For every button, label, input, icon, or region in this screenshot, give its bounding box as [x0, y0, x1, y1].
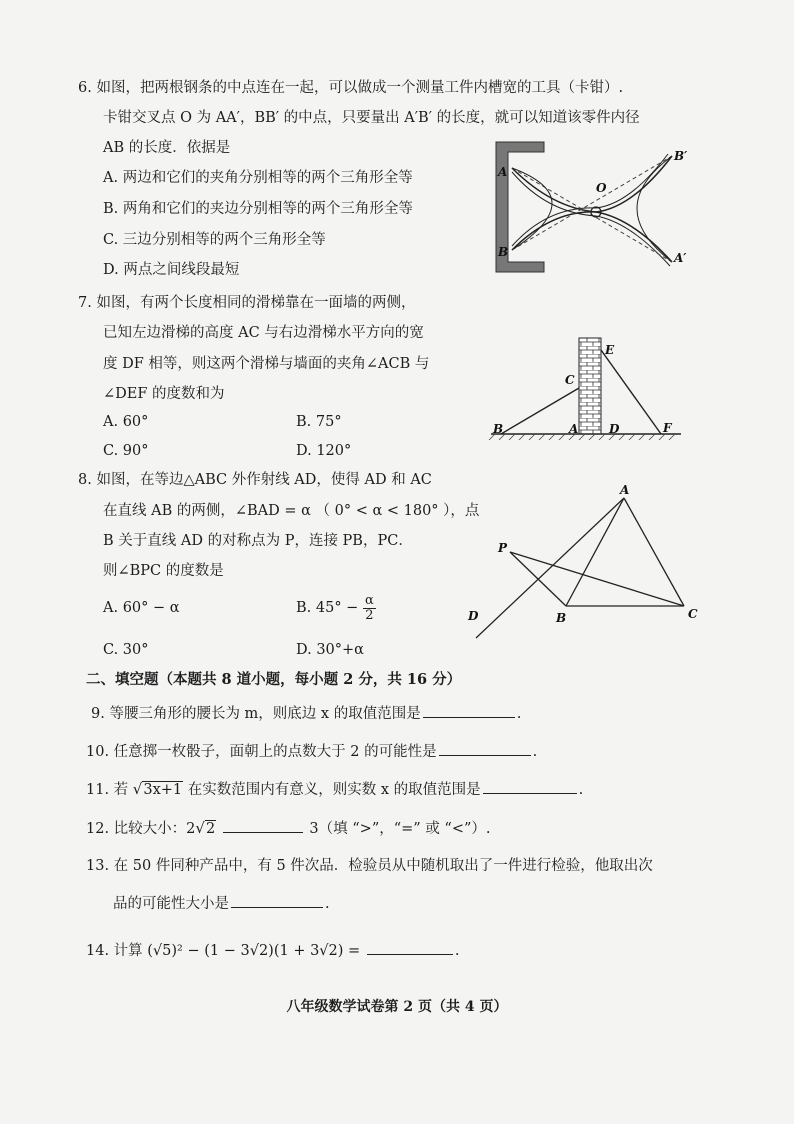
- label-aprime: A′: [674, 251, 687, 265]
- q8-option-c[interactable]: C. 30°: [103, 642, 149, 658]
- frac-numerator: α: [364, 592, 374, 608]
- q6-line2: 卡钳交叉点 O 为 AA′，BB′ 的中点，只要量出 A′B′ 的长度，就可以知道该零件内径: [103, 110, 640, 126]
- label-c: C: [565, 373, 575, 387]
- q11-answer-blank[interactable]: [483, 779, 577, 794]
- q8-option-b[interactable]: [296, 592, 376, 624]
- frac-denominator: 2: [365, 607, 374, 623]
- q8-option-a[interactable]: A. 60° − α: [103, 600, 180, 616]
- q7-line1: 7. 如图，有两个长度相同的滑梯靠在一面墙的两侧，: [78, 295, 416, 311]
- radical-sign: √: [195, 819, 205, 837]
- q13-end: .: [325, 896, 330, 912]
- q7-option-c[interactable]: C. 90°: [103, 443, 149, 459]
- q9-text: 9. 等腰三角形的腰长为 m，则底边 x 的取值范围是: [91, 706, 421, 722]
- q7-option-b[interactable]: B. 75°: [296, 414, 342, 430]
- q14-end: .: [454, 943, 460, 959]
- q7-line3: 度 DF 相等，则这两个滑梯与墙面的夹角∠ACB 与: [103, 356, 430, 372]
- q11: [86, 779, 583, 800]
- q10-text: 10. 任意掷一枚骰子，面朝上的点数大于 2 的可能性是: [86, 744, 437, 760]
- dashed-bb: [512, 156, 672, 250]
- q12-pre: 12. 比较大小：2: [86, 821, 196, 837]
- triangle-figure: [462, 478, 702, 643]
- q8-line3: B 关于直线 AD 的对称点为 P，连接 PB，PC．: [103, 533, 413, 549]
- right-bow: [637, 156, 672, 262]
- q12-post: 3（填 “>”，“=” 或 “<”）.: [309, 821, 491, 837]
- q9-answer-blank[interactable]: [423, 703, 515, 718]
- label-c: C: [688, 607, 698, 621]
- caliper-figure: [492, 138, 702, 278]
- label-a: A: [620, 483, 630, 497]
- side-ab: [566, 498, 624, 606]
- q7-line2: 已知左边滑梯的高度 AC 与右边滑梯水平方向的宽: [103, 325, 424, 341]
- q8-option-b-prefix: B. 45° −: [296, 600, 359, 616]
- ray-ad: [476, 498, 624, 638]
- q12: [86, 818, 491, 839]
- q7-line4: ∠DEF 的度数和为: [103, 386, 225, 402]
- q11-pre: 11. 若: [86, 782, 129, 798]
- q13-line1: 13. 在 50 件同种产品中，有 5 件次品．检验员从中随机取出了一件进行检验，他取出次: [86, 858, 653, 874]
- label-b: B: [493, 422, 504, 436]
- q12-radicand: 2: [205, 821, 216, 837]
- q8-line1: 8. 如图，在等边△ABC 外作射线 AD，使得 AD 和 AC: [78, 472, 432, 488]
- q6-option-a[interactable]: A. 两边和它们的夹角分别相等的两个三角形全等: [103, 170, 413, 186]
- label-bprime: B′: [674, 149, 688, 163]
- label-d: D: [468, 609, 479, 623]
- label-b: B: [498, 245, 509, 259]
- q13-text: 品的可能性大小是: [113, 896, 229, 912]
- arm-a-aprime-edge: [512, 172, 670, 266]
- section-2-heading: 二、填空题（本题共 8 道小题，每小题 2 分，共 16 分）: [86, 671, 462, 688]
- wall: [579, 338, 601, 434]
- q8-line4: 则∠BPC 的度数是: [103, 563, 224, 579]
- q10: [86, 741, 537, 762]
- label-p: P: [498, 541, 508, 555]
- slide-figure: [485, 330, 695, 450]
- q10-answer-blank[interactable]: [439, 741, 531, 756]
- q6-option-d[interactable]: D. 两点之间线段最短: [103, 262, 240, 278]
- q14-text: 14. 计算 (√5)² − (1 − 3√2)(1 + 3√2) =: [86, 943, 361, 959]
- q13-line2: [113, 893, 330, 914]
- radical-sign: √: [132, 780, 143, 798]
- ground-hatch: [489, 434, 675, 440]
- q8-option-b-fraction: [363, 594, 376, 623]
- q11-radicand: 3x+1: [143, 782, 183, 798]
- q8-option-d[interactable]: D. 30°+α: [296, 642, 364, 658]
- q11-post: 在实数范围内有意义，则实数 x 的取值范围是: [187, 782, 481, 798]
- left-slide: [501, 388, 579, 434]
- label-a: A: [569, 422, 579, 436]
- q12-answer-blank[interactable]: [223, 818, 303, 833]
- q6-option-b[interactable]: B. 两角和它们的夹边分别相等的两个三角形全等: [103, 201, 413, 217]
- q6-line3: AB 的长度．依据是: [103, 140, 231, 156]
- q13-answer-blank[interactable]: [231, 893, 323, 908]
- q7-option-a[interactable]: A. 60°: [103, 414, 149, 430]
- q6-option-c[interactable]: C. 三边分别相等的两个三角形全等: [103, 232, 326, 248]
- q14: [86, 940, 459, 961]
- q9: [91, 703, 521, 724]
- label-o: O: [596, 181, 607, 195]
- q11-end: .: [578, 782, 584, 798]
- q8-line2: 在直线 AB 的两侧，∠BAD = α （ 0° < α < 180° ），点: [103, 503, 480, 519]
- label-d: D: [609, 422, 620, 436]
- q10-end: .: [532, 744, 538, 760]
- label-b: B: [556, 611, 567, 625]
- label-f: F: [663, 421, 672, 435]
- q14-answer-blank[interactable]: [367, 940, 453, 955]
- label-e: E: [605, 343, 615, 357]
- label-a: A: [498, 165, 508, 179]
- q7-option-d[interactable]: D. 120°: [296, 443, 352, 459]
- page-footer: 八年级数学试卷第 2 页（共 4 页）: [286, 999, 508, 1015]
- q6-line1: 6. 如图，把两根钢条的中点连在一起，可以做成一个测量工件内槽宽的工具（卡钳）.: [78, 80, 624, 96]
- q9-end: .: [516, 706, 522, 722]
